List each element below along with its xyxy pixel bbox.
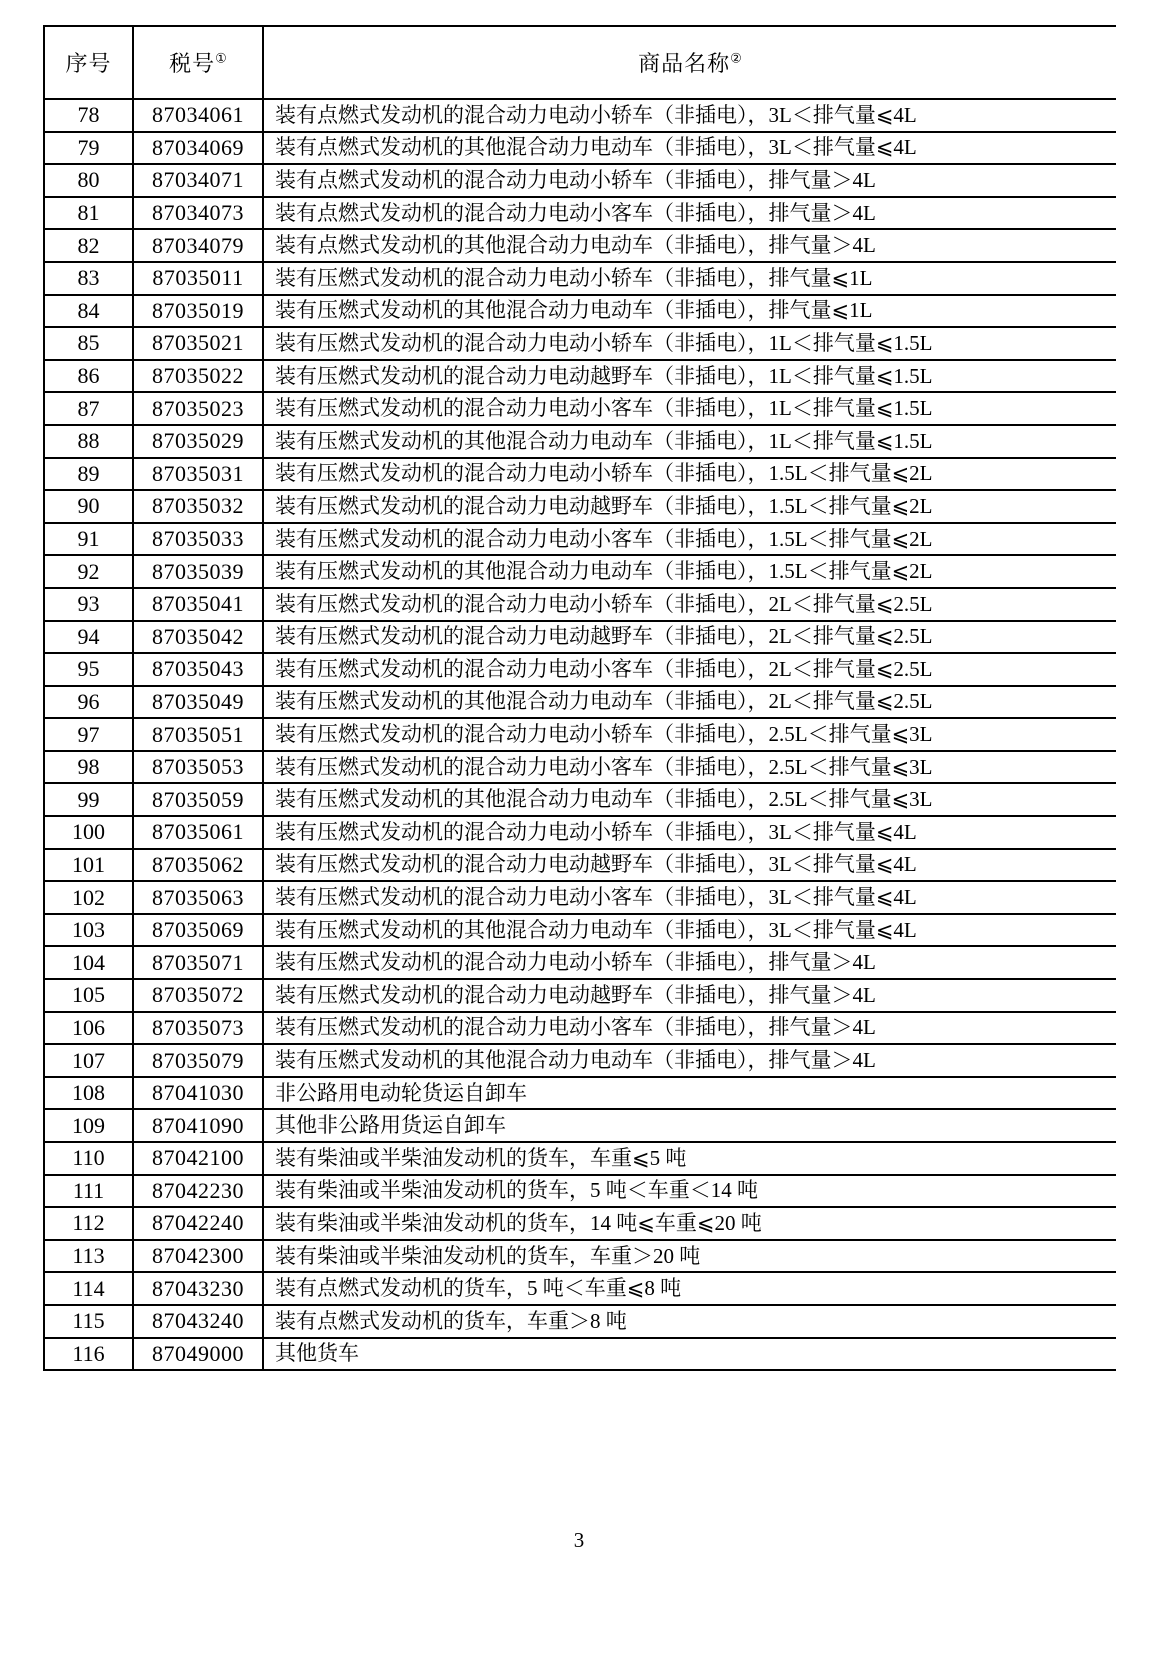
row-tax-code: 87035011: [133, 262, 263, 295]
table-row: [44, 686, 1116, 719]
row-tax-code: 87034071: [133, 164, 263, 197]
row-tax-code: 87043230: [133, 1272, 263, 1305]
row-product-name: 装有压燃式发动机的混合动力电动小轿车（非插电），2L＜排气量⩽2.5L: [263, 588, 1116, 621]
header-tax-code-label: 税号: [169, 51, 216, 76]
row-product-name: 装有点燃式发动机的货车，车重＞8 吨: [263, 1305, 1116, 1338]
row-tax-code: 87034079: [133, 229, 263, 262]
table-row: [44, 555, 1116, 588]
row-index: 95: [44, 653, 133, 686]
table-row: [44, 946, 1116, 979]
row-product-name: 其他非公路用货运自卸车: [263, 1109, 1116, 1142]
row-tax-code: 87049000: [133, 1338, 263, 1371]
row-tax-code: 87041030: [133, 1077, 263, 1110]
row-tax-code: 87034069: [133, 132, 263, 165]
table-row: [44, 392, 1116, 425]
row-product-name: 装有压燃式发动机的混合动力电动小轿车（非插电），3L＜排气量⩽4L: [263, 816, 1116, 849]
row-index: 92: [44, 555, 133, 588]
table-row: [44, 1012, 1116, 1045]
row-product-name: 装有压燃式发动机的混合动力电动小轿车（非插电），1.5L＜排气量⩽2L: [263, 458, 1116, 491]
row-index: 114: [44, 1272, 133, 1305]
row-tax-code: 87035073: [133, 1012, 263, 1045]
row-product-name: 装有压燃式发动机的其他混合动力电动车（非插电），1L＜排气量⩽1.5L: [263, 425, 1116, 458]
row-index: 116: [44, 1338, 133, 1371]
row-tax-code: 87035021: [133, 327, 263, 360]
row-product-name: 装有压燃式发动机的混合动力电动小轿车（非插电），1L＜排气量⩽1.5L: [263, 327, 1116, 360]
row-product-name: 装有压燃式发动机的混合动力电动越野车（非插电），1L＜排气量⩽1.5L: [263, 360, 1116, 393]
table-row: [44, 523, 1116, 556]
row-index: 108: [44, 1077, 133, 1110]
footnote-marker-2: ②: [730, 50, 742, 66]
row-product-name: 装有点燃式发动机的其他混合动力电动车（非插电），3L＜排气量⩽4L: [263, 132, 1116, 165]
row-product-name: 装有压燃式发动机的混合动力电动小轿车（非插电），排气量＞4L: [263, 946, 1116, 979]
row-index: 105: [44, 979, 133, 1012]
row-index: 96: [44, 686, 133, 719]
table-row: [44, 1207, 1116, 1240]
table-row: [44, 1109, 1116, 1142]
row-index: 83: [44, 262, 133, 295]
row-index: 101: [44, 849, 133, 882]
row-tax-code: 87042300: [133, 1240, 263, 1273]
table-row: [44, 816, 1116, 849]
table-row: [44, 881, 1116, 914]
row-index: 113: [44, 1240, 133, 1273]
row-tax-code: 87035023: [133, 392, 263, 425]
table-row: [44, 425, 1116, 458]
table-row: [44, 360, 1116, 393]
row-index: 97: [44, 718, 133, 751]
row-tax-code: 87035063: [133, 881, 263, 914]
table-header: [44, 26, 1116, 99]
table-row: [44, 99, 1116, 132]
row-tax-code: 87035072: [133, 979, 263, 1012]
row-tax-code: 87035033: [133, 523, 263, 556]
row-index: 84: [44, 295, 133, 328]
row-tax-code: 87035031: [133, 458, 263, 491]
row-product-name: 装有压燃式发动机的混合动力电动小轿车（非插电），2.5L＜排气量⩽3L: [263, 718, 1116, 751]
page-number: 3: [573, 1528, 585, 1552]
table-row: [44, 229, 1116, 262]
row-tax-code: 87035049: [133, 686, 263, 719]
row-tax-code: 87035061: [133, 816, 263, 849]
table-row: [44, 197, 1116, 230]
row-product-name: 装有压燃式发动机的混合动力电动小客车（非插电），3L＜排气量⩽4L: [263, 881, 1116, 914]
row-index: 90: [44, 490, 133, 523]
row-product-name: 装有柴油或半柴油发动机的货车，5 吨＜车重＜14 吨: [263, 1175, 1116, 1208]
footnote-marker-1: ①: [215, 50, 227, 66]
row-product-name: 装有压燃式发动机的混合动力电动小客车（非插电），2.5L＜排气量⩽3L: [263, 751, 1116, 784]
table-row: [44, 132, 1116, 165]
row-index: 104: [44, 946, 133, 979]
row-tax-code: 87035043: [133, 653, 263, 686]
header-index: [44, 26, 133, 99]
table-row: [44, 1272, 1116, 1305]
table-row: [44, 1338, 1116, 1371]
row-index: 93: [44, 588, 133, 621]
table-row: [44, 751, 1116, 784]
table-row: [44, 490, 1116, 523]
row-product-name: 装有压燃式发动机的其他混合动力电动车（非插电），2L＜排气量⩽2.5L: [263, 686, 1116, 719]
row-product-name: 装有压燃式发动机的混合动力电动越野车（非插电），1.5L＜排气量⩽2L: [263, 490, 1116, 523]
table-row: [44, 849, 1116, 882]
row-index: 87: [44, 392, 133, 425]
row-product-name: 其他货车: [263, 1338, 1116, 1371]
table-row: [44, 621, 1116, 654]
table-row: [44, 1175, 1116, 1208]
row-product-name: 装有点燃式发动机的混合动力电动小客车（非插电），排气量＞4L: [263, 197, 1116, 230]
row-tax-code: 87035053: [133, 751, 263, 784]
table-row: [44, 1044, 1116, 1077]
table-row: [44, 979, 1116, 1012]
row-index: 103: [44, 914, 133, 947]
row-tax-code: 87035022: [133, 360, 263, 393]
row-tax-code: 87043240: [133, 1305, 263, 1338]
row-index: 82: [44, 229, 133, 262]
row-product-name: 装有压燃式发动机的其他混合动力电动车（非插电），3L＜排气量⩽4L: [263, 914, 1116, 947]
row-tax-code: 87041090: [133, 1109, 263, 1142]
row-tax-code: 87035079: [133, 1044, 263, 1077]
row-tax-code: 87035019: [133, 295, 263, 328]
row-index: 111: [44, 1175, 133, 1208]
row-tax-code: 87034061: [133, 99, 263, 132]
row-tax-code: 87035051: [133, 718, 263, 751]
row-tax-code: 87035071: [133, 946, 263, 979]
row-tax-code: 87042230: [133, 1175, 263, 1208]
row-index: 109: [44, 1109, 133, 1142]
row-tax-code: 87042100: [133, 1142, 263, 1175]
row-index: 106: [44, 1012, 133, 1045]
row-index: 110: [44, 1142, 133, 1175]
row-index: 100: [44, 816, 133, 849]
table-row: [44, 1077, 1116, 1110]
row-product-name: 装有压燃式发动机的混合动力电动小轿车（非插电），排气量⩽1L: [263, 262, 1116, 295]
row-tax-code: 87035069: [133, 914, 263, 947]
header-index-label: 序号: [65, 51, 112, 76]
table-row: [44, 164, 1116, 197]
row-product-name: 装有压燃式发动机的混合动力电动越野车（非插电），2L＜排气量⩽2.5L: [263, 621, 1116, 654]
row-product-name: 装有点燃式发动机的混合动力电动小轿车（非插电），排气量＞4L: [263, 164, 1116, 197]
header-row: [44, 26, 1116, 99]
row-product-name: 装有柴油或半柴油发动机的货车，车重＞20 吨: [263, 1240, 1116, 1273]
row-tax-code: 87035029: [133, 425, 263, 458]
row-product-name: 装有点燃式发动机的混合动力电动小轿车（非插电），3L＜排气量⩽4L: [263, 99, 1116, 132]
header-product-name: [263, 26, 1116, 99]
row-product-name: 装有压燃式发动机的其他混合动力电动车（非插电），1.5L＜排气量⩽2L: [263, 555, 1116, 588]
table-row: [44, 914, 1116, 947]
row-index: 80: [44, 164, 133, 197]
table-row: [44, 588, 1116, 621]
row-product-name: 装有压燃式发动机的其他混合动力电动车（非插电），排气量⩽1L: [263, 295, 1116, 328]
row-tax-code: 87035039: [133, 555, 263, 588]
table-body: [44, 99, 1116, 1370]
row-product-name: 装有压燃式发动机的混合动力电动小客车（非插电），1.5L＜排气量⩽2L: [263, 523, 1116, 556]
row-product-name: 非公路用电动轮货运自卸车: [263, 1077, 1116, 1110]
table-row: [44, 783, 1116, 816]
table-row: [44, 1305, 1116, 1338]
row-index: 89: [44, 458, 133, 491]
row-product-name: 装有压燃式发动机的混合动力电动小客车（非插电），1L＜排气量⩽1.5L: [263, 392, 1116, 425]
row-index: 94: [44, 621, 133, 654]
row-tax-code: 87035062: [133, 849, 263, 882]
row-index: 98: [44, 751, 133, 784]
row-index: 112: [44, 1207, 133, 1240]
row-index: 81: [44, 197, 133, 230]
row-tax-code: 87035032: [133, 490, 263, 523]
row-index: 91: [44, 523, 133, 556]
row-index: 79: [44, 132, 133, 165]
row-product-name: 装有压燃式发动机的混合动力电动越野车（非插电），3L＜排气量⩽4L: [263, 849, 1116, 882]
table-row: [44, 458, 1116, 491]
row-index: 99: [44, 783, 133, 816]
table-row: [44, 718, 1116, 751]
table-row: [44, 1142, 1116, 1175]
row-index: 86: [44, 360, 133, 393]
row-tax-code: 87034073: [133, 197, 263, 230]
table-row: [44, 327, 1116, 360]
row-index: 102: [44, 881, 133, 914]
row-product-name: 装有压燃式发动机的混合动力电动小客车（非插电），2L＜排气量⩽2.5L: [263, 653, 1116, 686]
header-tax-code: [133, 26, 263, 99]
tariff-table: [43, 25, 1116, 1371]
row-index: 107: [44, 1044, 133, 1077]
row-tax-code: 87042240: [133, 1207, 263, 1240]
table-row: [44, 653, 1116, 686]
row-tax-code: 87035059: [133, 783, 263, 816]
row-product-name: 装有柴油或半柴油发动机的货车，14 吨⩽车重⩽20 吨: [263, 1207, 1116, 1240]
row-product-name: 装有柴油或半柴油发动机的货车，车重⩽5 吨: [263, 1142, 1116, 1175]
header-product-name-label: 商品名称: [638, 51, 731, 76]
row-index: 85: [44, 327, 133, 360]
table-row: [44, 262, 1116, 295]
row-product-name: 装有点燃式发动机的货车，5 吨＜车重⩽8 吨: [263, 1272, 1116, 1305]
row-product-name: 装有压燃式发动机的其他混合动力电动车（非插电），2.5L＜排气量⩽3L: [263, 783, 1116, 816]
row-tax-code: 87035042: [133, 621, 263, 654]
row-tax-code: 87035041: [133, 588, 263, 621]
row-product-name: 装有点燃式发动机的其他混合动力电动车（非插电），排气量＞4L: [263, 229, 1116, 262]
table-row: [44, 1240, 1116, 1273]
row-index: 115: [44, 1305, 133, 1338]
row-product-name: 装有压燃式发动机的其他混合动力电动车（非插电），排气量＞4L: [263, 1044, 1116, 1077]
row-index: 88: [44, 425, 133, 458]
row-product-name: 装有压燃式发动机的混合动力电动越野车（非插电），排气量＞4L: [263, 979, 1116, 1012]
row-index: 78: [44, 99, 133, 132]
row-product-name: 装有压燃式发动机的混合动力电动小客车（非插电），排气量＞4L: [263, 1012, 1116, 1045]
table-row: [44, 295, 1116, 328]
